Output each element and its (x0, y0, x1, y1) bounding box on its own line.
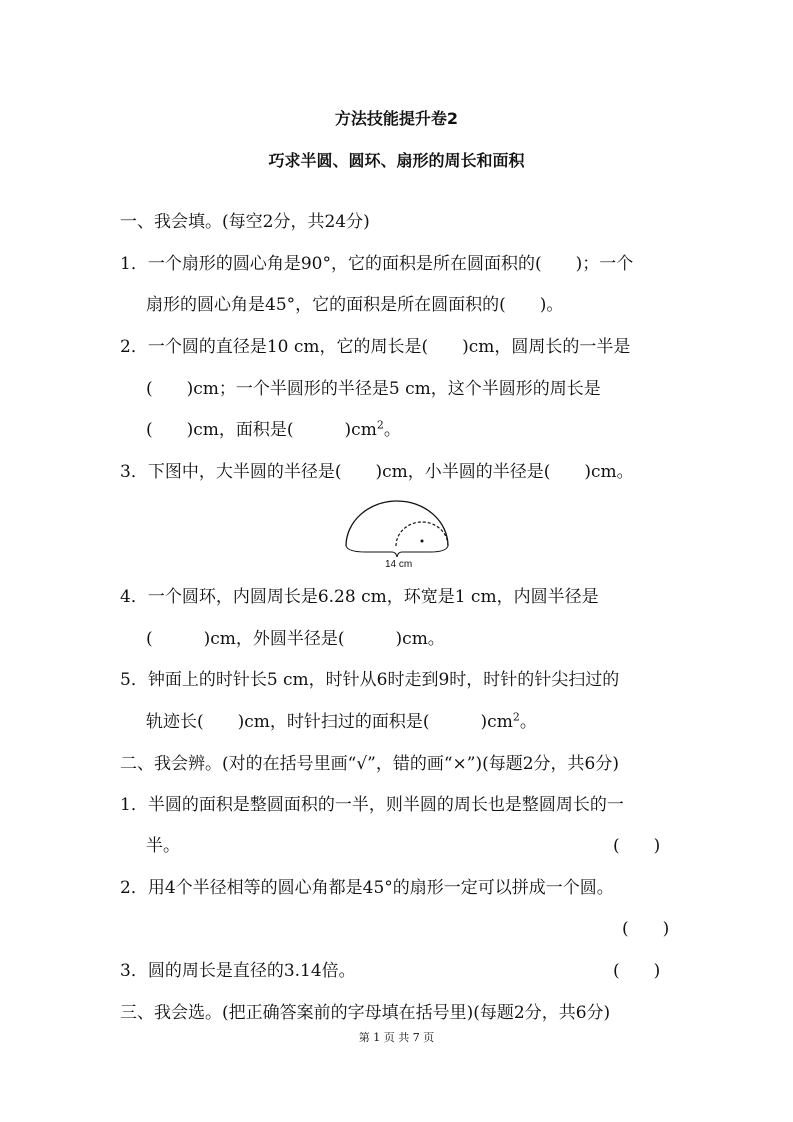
question-1-2-line-3-end: 。 (383, 420, 401, 440)
semicircle-figure (336, 494, 458, 572)
answer-bracket-2-1[interactable]: ( ) (613, 836, 661, 856)
question-1-3-line-1: 3．下图中，大半圆的半径是( )cm，小半圆的半径是( )cm。 (120, 462, 634, 482)
question-1-4-line-1: 4．一个圆环，内圆周长是6.28 cm，环宽是1 cm，内圆半径是 (120, 587, 599, 607)
question-1-2-line-2: ( )cm；一个半圆形的半径是5 cm，这个半圆形的周长是 (146, 379, 601, 399)
page-subtitle: 巧求半圆、圆环、扇形的周长和面积 (268, 151, 525, 170)
question-2-2-line-1: 2．用4个半径相等的圆心角都是45°的扇形一定可以拼成一个圆。 (120, 878, 614, 898)
section-1-heading: 一、我会填。(每空2分，共24分) (120, 212, 370, 232)
page-title: 方法技能提升卷2 (334, 109, 459, 128)
superscript-2: 2 (376, 418, 384, 432)
question-1-1-line-2: 扇形的圆心角是45°，它的面积是所在圆面积的( )。 (146, 295, 564, 315)
question-1-2-line-3 (146, 419, 401, 441)
question-2-1-line-2: 半。 (146, 836, 180, 856)
question-1-5-line-2 (146, 711, 537, 733)
question-1-5-line-2-text: 轨迹长( )cm，时针扫过的面积是( )cm (146, 712, 513, 732)
question-1-1-line-1: 1．一个扇形的圆心角是90°，它的面积是所在圆面积的( )；一个 (120, 254, 634, 274)
small-semicircle-center (421, 540, 424, 543)
question-1-2-line-3-text: ( )cm，面积是( )cm (146, 420, 377, 440)
section-2-heading: 二、我会辨。(对的在括号里画“√”，错的画“×”)(每题2分，共6分) (120, 754, 620, 774)
question-1-4-line-2: ( )cm，外圆半径是( )cm。 (146, 629, 445, 649)
figure-diameter-label: 14 cm (385, 559, 413, 570)
diameter-brace (346, 546, 448, 557)
question-2-3-line-1: 3．圆的周长是直径的3.14倍。 (120, 961, 356, 981)
question-1-5-line-2-end: 。 (519, 712, 537, 732)
question-2-1-line-1: 1．半圆的面积是整圆面积的一半，则半圆的周长也是整圆周长的一 (120, 795, 624, 815)
section-3-heading: 三、我会选。(把正确答案前的字母填在括号里)(每题2分，共6分) (120, 1003, 611, 1023)
answer-bracket-2-3[interactable]: ( ) (613, 961, 661, 981)
page-footer: 第 1 页 共 7 页 (358, 1031, 435, 1044)
question-1-2-line-1: 2．一个圆的直径是10 cm，它的周长是( )cm，圆周长的一半是 (120, 337, 631, 357)
answer-bracket-2-2[interactable]: ( ) (622, 919, 670, 939)
superscript-2: 2 (512, 710, 520, 724)
question-1-5-line-1: 5．钟面上的时针长5 cm，时针从6时走到9时，时针的针尖扫过的 (120, 670, 620, 690)
